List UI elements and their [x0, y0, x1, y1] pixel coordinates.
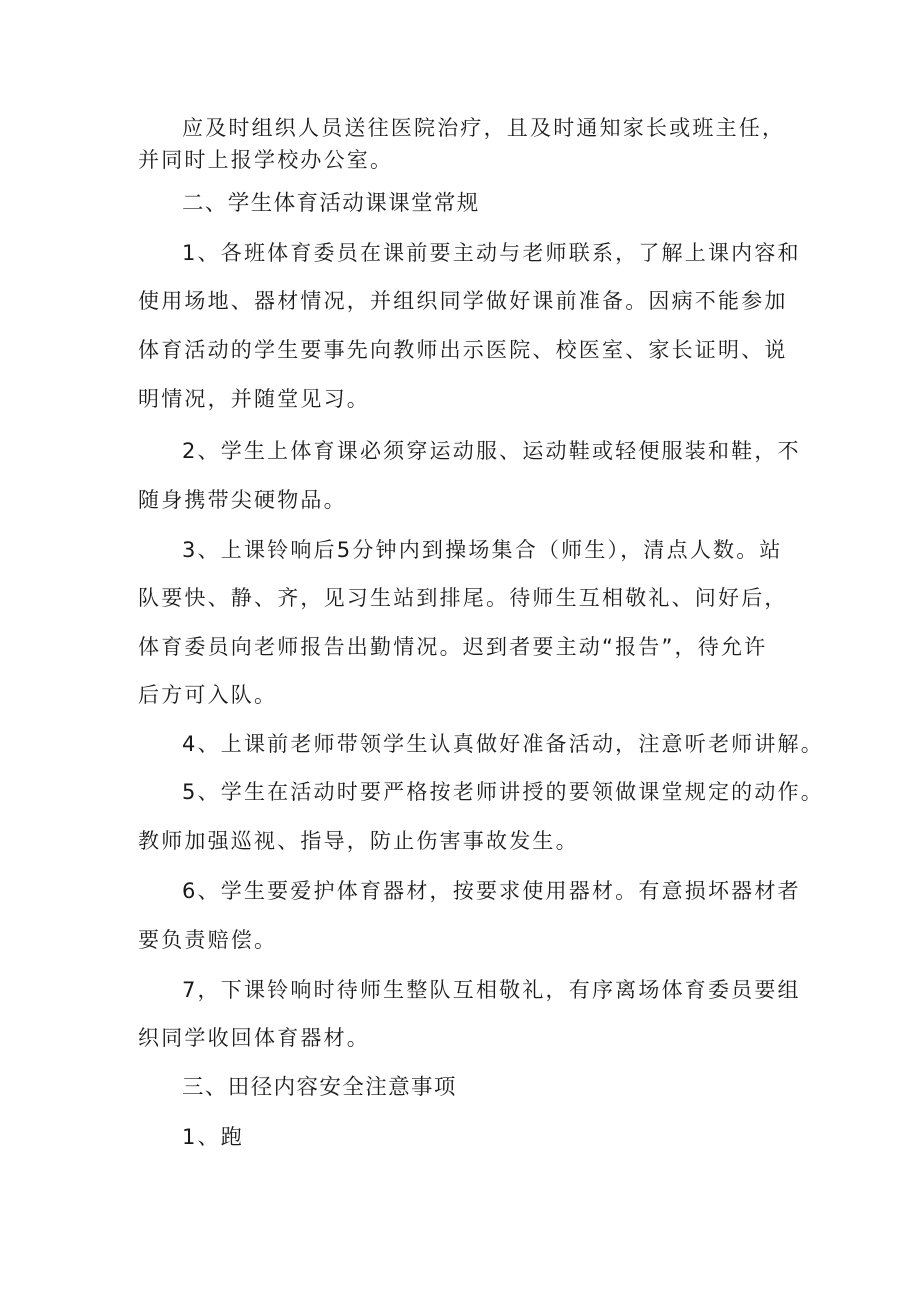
paragraph-line: 队要快、静、齐，见习生站到排尾。待师生互相敬礼、问好后， — [138, 586, 788, 610]
paragraph-line: 要负责赔偿。 — [138, 928, 278, 952]
paragraph-line: 体育委员向老师报告出勤情况。迟到者要主动“报告”，待允许 — [138, 635, 768, 659]
paragraph-line: 6、学生要爱护体育器材，按要求使用器材。有意损坏器材者 — [182, 879, 801, 903]
paragraph-line: 1、跑 — [182, 1125, 244, 1149]
paragraph-line: 明情况，并随堂见习。 — [138, 387, 370, 411]
section-heading: 二、学生体育活动课课堂常规 — [182, 191, 480, 216]
paragraph-line: 随身携带尖硬物品。 — [138, 488, 347, 512]
paragraph-line: 3、上课铃响后5分钟内到操场集合（师生），清点人数。站 — [182, 538, 783, 562]
paragraph-line: 织同学收回体育器材。 — [138, 1026, 370, 1050]
paragraph-line: 教师加强巡视、指导，防止伤害事故发生。 — [138, 829, 579, 853]
paragraph-line: 1、各班体育委员在课前要主动与老师联系，了解上课内容和 — [182, 241, 801, 265]
paragraph-line: 7，下课铃响时待师生整队互相敬礼，有序离场体育委员要组 — [182, 978, 801, 1002]
paragraph-line: 体育活动的学生要事先向教师出示医院、校医室、家长证明、说 — [138, 338, 788, 362]
intro-line: 应及时组织人员送往医院治疗，且及时通知家长或班主任， — [182, 116, 786, 140]
paragraph-line: 4、上课前老师带领学生认真做好准备活动，注意听老师讲解。 — [182, 732, 824, 756]
section-heading: 三、田径内容安全注意事项 — [182, 1075, 457, 1100]
paragraph-line: 使用场地、器材情况，并组织同学做好课前准备。因病不能参加 — [138, 289, 788, 313]
intro-line: 并同时上报学校办公室。 — [138, 148, 394, 172]
paragraph-line: 5、学生在活动时要严格按老师讲授的要领做课堂规定的动作。 — [182, 780, 824, 804]
paragraph-line: 2、学生上体育课必须穿运动服、运动鞋或轻便服装和鞋，不 — [182, 439, 801, 463]
paragraph-line: 后方可入队。 — [138, 683, 278, 707]
